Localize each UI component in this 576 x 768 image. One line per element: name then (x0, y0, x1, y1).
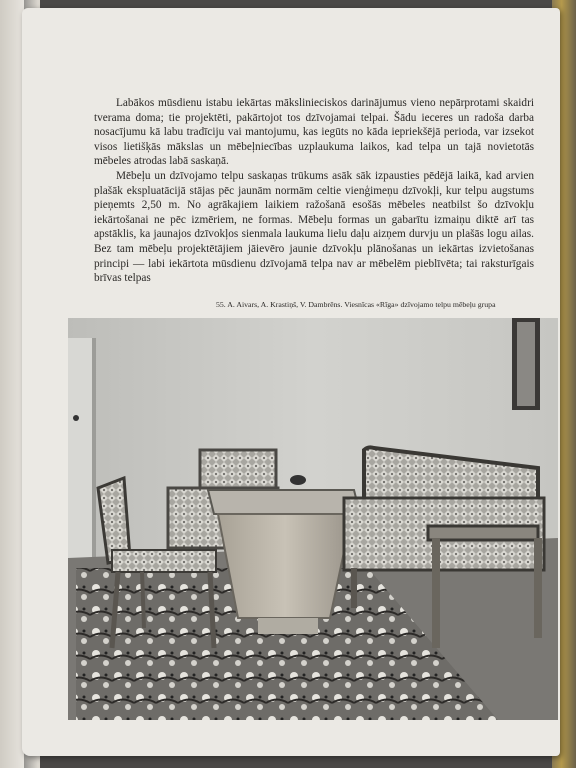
paragraph-1: Labākos mūsdienu istabu iekārtas mākslinieciskos darinājumus vieno nepārprotami skaidri tverama doma; tie projektēti, pakārtojot tos dzīvojamai telpai. Šādu ieceres un radoša darba nosacījumu kā labu tradīciju vai mantojumu, kas iegūts no kāda iepriekšējā perioda, var izsekot visos lietišķās mākslas un mēbeļniecības uzplaukuma laikos, kad telpa un tajā novietotās mēbeles atrodas labā saskaņā. (94, 97, 534, 168)
paragraph-2: Mēbeļu un dzīvojamo telpu saskaņas trūkums asāk sāk izpausties pēdējā laikā, kad arvien plašāk ekspluatācijā stājas pēc jaunām normām celtie vienģimeņu dzīvokļi, kur telpu augstums pieņemts 2,50 m. No agrākajiem laikiem ražošanā esošās mēbeles neatbilst šo dzīvokļu iekārtošanai ne pēc izmēriem, ne formas. Mēbeļu formas un gabarītu izmaiņu diktē arī tas apstāklis, ka jaunajos dzīvokļos sienmala laukuma lielu daļu aizņem durvju un plašās logu ailas. Bez tam mēbeļu projektētājiem jāievēro jaunie dzīvokļu plānošanas un iekārtas izvietošanas principi — labi iekārtota mūsdienu dzīvojamā telpa nav ar mēbelēm pieblīvēta; tai raksturīgais brīvas telpas (94, 169, 534, 285)
body-text (94, 96, 534, 286)
figure-caption: 55. A. Aivars, A. Krastiņš, V. Dambrēns. Viesnīcas «Rīga» dzīvojamo telpu mēbeļu grupa (216, 300, 496, 309)
furniture-photograph (68, 318, 558, 720)
